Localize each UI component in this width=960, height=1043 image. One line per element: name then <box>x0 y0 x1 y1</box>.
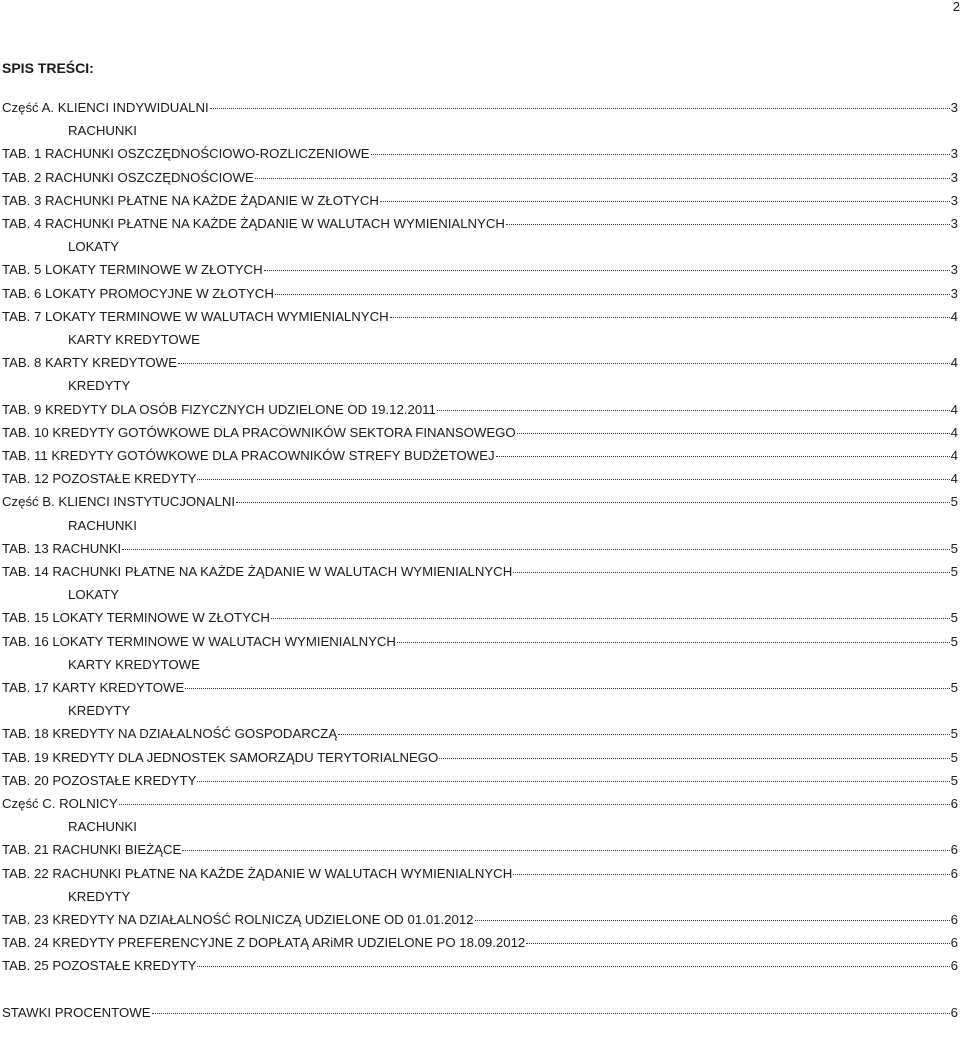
toc-entry-title[interactable]: TAB. 1 RACHUNKI OSZCZĘDNOŚCIOWO-ROZLICZENIOWE <box>2 146 370 162</box>
toc-entry-title[interactable]: TAB. 8 KARTY KREDYTOWE <box>2 355 177 371</box>
dot-leader <box>197 479 949 480</box>
toc-entry-title[interactable]: TAB. 4 RACHUNKI PŁATNE NA KAŻDE ŻĄDANIE W WALUTACH WYMIENIALNYCH <box>2 216 505 231</box>
toc-entry-title[interactable]: TAB. 7 LOKATY TERMINOWE W WALUTACH WYMIENIALNYCH <box>2 308 389 324</box>
toc-page-number: 3 <box>950 100 958 115</box>
dot-leader <box>475 920 950 921</box>
toc-section-label: KREDYTY <box>68 703 131 719</box>
toc-section-label: RACHUNKI <box>68 123 137 139</box>
dot-leader <box>197 966 949 967</box>
dot-leader <box>371 154 950 155</box>
toc-entry-title[interactable]: TAB. 13 RACHUNKI <box>2 540 122 556</box>
toc-entry[interactable] <box>2 866 958 882</box>
toc-entry[interactable] <box>2 170 958 186</box>
toc-entry-title[interactable]: TAB. 6 LOKATY PROMOCYJNE W ZŁOTYCH <box>2 285 274 301</box>
toc-entry[interactable] <box>2 1005 958 1021</box>
toc-entry[interactable] <box>2 842 958 858</box>
toc-page-number: 6 <box>950 1004 958 1020</box>
toc-entry[interactable] <box>2 355 958 371</box>
toc-entry-title[interactable]: TAB. 2 RACHUNKI OSZCZĘDNOŚCIOWE <box>2 169 254 185</box>
toc-entry-title[interactable]: Część A. KLIENCI INDYWIDUALNI <box>2 100 209 115</box>
toc-entry-title[interactable]: TAB. 14 RACHUNKI PŁATNE NA KAŻDE ŻĄDANIE W WALUTACH WYMIENIALNYCH <box>2 564 513 579</box>
toc-page-number: 6 <box>950 842 958 858</box>
toc-entry[interactable] <box>2 425 958 441</box>
dot-leader <box>271 618 950 619</box>
dot-leader <box>506 224 950 225</box>
toc-entry[interactable] <box>2 610 958 626</box>
toc-entry[interactable] <box>2 726 958 742</box>
toc-entry[interactable] <box>2 193 958 209</box>
toc-page-number: 3 <box>950 262 958 278</box>
toc-page-number: 3 <box>950 146 958 162</box>
toc-entry[interactable] <box>2 216 958 232</box>
toc-entry[interactable] <box>2 494 958 510</box>
dot-leader <box>338 734 950 735</box>
dot-leader <box>182 850 949 851</box>
dot-leader <box>390 317 950 318</box>
toc-entry-title[interactable]: TAB. 15 LOKATY TERMINOWE W ZŁOTYCH <box>2 610 270 626</box>
toc-page-number: 3 <box>950 285 958 301</box>
toc-page-number: 3 <box>950 216 958 231</box>
toc-page-number: 4 <box>950 401 958 417</box>
dot-leader <box>397 642 950 643</box>
toc-entry-title[interactable]: TAB. 11 KREDYTY GOTÓWKOWE DLA PRACOWNIKÓW STREFY BUDŻETOWEJ <box>2 448 495 463</box>
toc-page-number: 5 <box>950 610 958 626</box>
toc-entry-title[interactable]: Część C. ROLNICY <box>2 796 118 811</box>
toc-section-label: KARTY KREDYTOWE <box>68 656 200 672</box>
toc-entry[interactable] <box>2 796 958 812</box>
page-number: 2 <box>952 0 960 14</box>
toc-entry[interactable] <box>2 634 958 650</box>
toc-entry[interactable] <box>2 750 958 766</box>
toc-page-number: 6 <box>950 796 958 811</box>
toc-entry-title[interactable]: TAB. 9 KREDYTY DLA OSÓB FIZYCZNYCH UDZIELONE OD 19.12.2011 <box>2 401 436 417</box>
toc-page-number: 3 <box>950 192 958 208</box>
toc-entry-title[interactable]: TAB. 24 KREDYTY PREFERENCYJNE Z DOPŁATĄ ARiMR UDZIELONE PO 18.09.2012 <box>2 935 526 951</box>
toc-page-number: 4 <box>950 355 958 371</box>
dot-leader <box>236 502 950 503</box>
toc-entry-title[interactable]: TAB. 18 KREDYTY NA DZIAŁALNOŚĆ GOSPODARCZĄ <box>2 726 338 742</box>
toc-section-label: KARTY KREDYTOWE <box>68 332 200 347</box>
toc-entry-title[interactable]: TAB. 10 KREDYTY GOTÓWKOWE DLA PRACOWNIKÓW SEKTORA FINANSOWEGO <box>2 424 516 440</box>
toc-page-number: 4 <box>950 308 958 324</box>
toc-entry[interactable] <box>2 564 958 580</box>
toc-section-label: RACHUNKI <box>68 819 137 835</box>
toc-entry-title[interactable]: TAB. 25 POZOSTAŁE KREDYTY <box>2 958 197 974</box>
toc-page-number: 3 <box>950 169 958 185</box>
dot-leader <box>122 549 949 550</box>
toc-page-number: 6 <box>950 958 958 974</box>
dot-leader <box>178 363 950 364</box>
toc-entry-title[interactable]: TAB. 19 KREDYTY DLA JEDNOSTEK SAMORZĄDU TERYTORIALNEGO <box>2 749 439 765</box>
dot-leader <box>255 178 950 179</box>
dot-leader <box>119 804 950 805</box>
toc-entry[interactable] <box>2 773 958 789</box>
toc-section-label: LOKATY <box>68 587 120 603</box>
toc-entry-title[interactable]: TAB. 20 POZOSTAŁE KREDYTY <box>2 772 197 788</box>
toc-entry-title[interactable]: TAB. 17 KARTY KREDYTOWE <box>2 680 185 695</box>
toc-entry[interactable] <box>2 935 958 951</box>
toc-page-number: 5 <box>950 749 958 765</box>
dot-leader <box>185 688 949 689</box>
toc-entry[interactable] <box>2 448 958 464</box>
toc-entry-title[interactable]: TAB. 3 RACHUNKI PŁATNE NA KAŻDE ŻĄDANIE W ZŁOTYCH <box>2 192 379 208</box>
toc-entry-title[interactable]: TAB. 12 POZOSTAŁE KREDYTY <box>2 471 197 487</box>
dot-leader <box>275 294 950 295</box>
toc-page-number: 5 <box>950 494 958 510</box>
toc-entry[interactable] <box>2 471 958 487</box>
toc-entry[interactable] <box>2 541 958 557</box>
toc-entry[interactable] <box>2 912 958 928</box>
toc-page-number: 6 <box>950 935 958 951</box>
toc-page-number: 4 <box>950 471 958 487</box>
dot-leader <box>439 758 949 759</box>
dot-leader <box>264 270 950 271</box>
toc-page-number: 5 <box>950 772 958 788</box>
toc-section-label: RACHUNKI <box>68 517 137 533</box>
toc-section-label: KREDYTY <box>68 378 131 394</box>
toc-page-number: 5 <box>950 540 958 556</box>
toc-page-number: 5 <box>950 564 958 579</box>
toc-page-number: 5 <box>950 633 958 649</box>
dot-leader <box>210 108 950 109</box>
toc-entry[interactable] <box>2 146 958 162</box>
toc-entry-title[interactable]: Część B. KLIENCI INSTYTUCJONALNI <box>2 494 236 510</box>
toc-entry-title[interactable]: TAB. 21 RACHUNKI BIEŻĄCE <box>2 842 182 858</box>
toc-entry[interactable] <box>2 402 958 418</box>
toc-page-number: 6 <box>950 912 958 927</box>
dot-leader <box>152 1013 950 1014</box>
toc-page-number: 5 <box>950 680 958 695</box>
toc-entry-title[interactable]: TAB. 23 KREDYTY NA DZIAŁALNOŚĆ ROLNICZĄ UDZIELONE OD 01.01.2012 <box>2 912 474 927</box>
toc-entry[interactable] <box>2 680 958 696</box>
toc-page-number: 6 <box>950 865 958 881</box>
dot-leader <box>513 572 949 573</box>
dot-leader <box>197 781 949 782</box>
toc-page-number: 4 <box>950 448 958 463</box>
toc-entry[interactable] <box>2 100 958 116</box>
dot-leader <box>380 201 950 202</box>
toc-entry-title[interactable]: TAB. 16 LOKATY TERMINOWE W WALUTACH WYMIENIALNYCH <box>2 633 396 649</box>
dot-leader <box>513 874 949 875</box>
toc-page-number: 5 <box>950 726 958 742</box>
toc-entry-title[interactable]: STAWKI PROCENTOWE <box>2 1004 151 1020</box>
dot-leader <box>437 410 950 411</box>
toc-page-number: 4 <box>950 424 958 440</box>
toc-entry[interactable] <box>2 958 958 974</box>
toc-entry[interactable] <box>2 309 958 325</box>
dot-leader <box>526 943 949 944</box>
toc-entry[interactable] <box>2 262 958 278</box>
toc-entry[interactable] <box>2 286 958 302</box>
dot-leader <box>517 433 950 434</box>
toc-section-label: KREDYTY <box>68 888 131 904</box>
toc-entry-title[interactable]: TAB. 22 RACHUNKI PŁATNE NA KAŻDE ŻĄDANIE W WALUTACH WYMIENIALNYCH <box>2 865 513 881</box>
dot-leader <box>496 456 950 457</box>
toc-heading: SPIS TREŚCI: <box>2 60 94 76</box>
toc-entry-title[interactable]: TAB. 5 LOKATY TERMINOWE W ZŁOTYCH <box>2 262 263 278</box>
toc-section-label: LOKATY <box>68 239 120 255</box>
